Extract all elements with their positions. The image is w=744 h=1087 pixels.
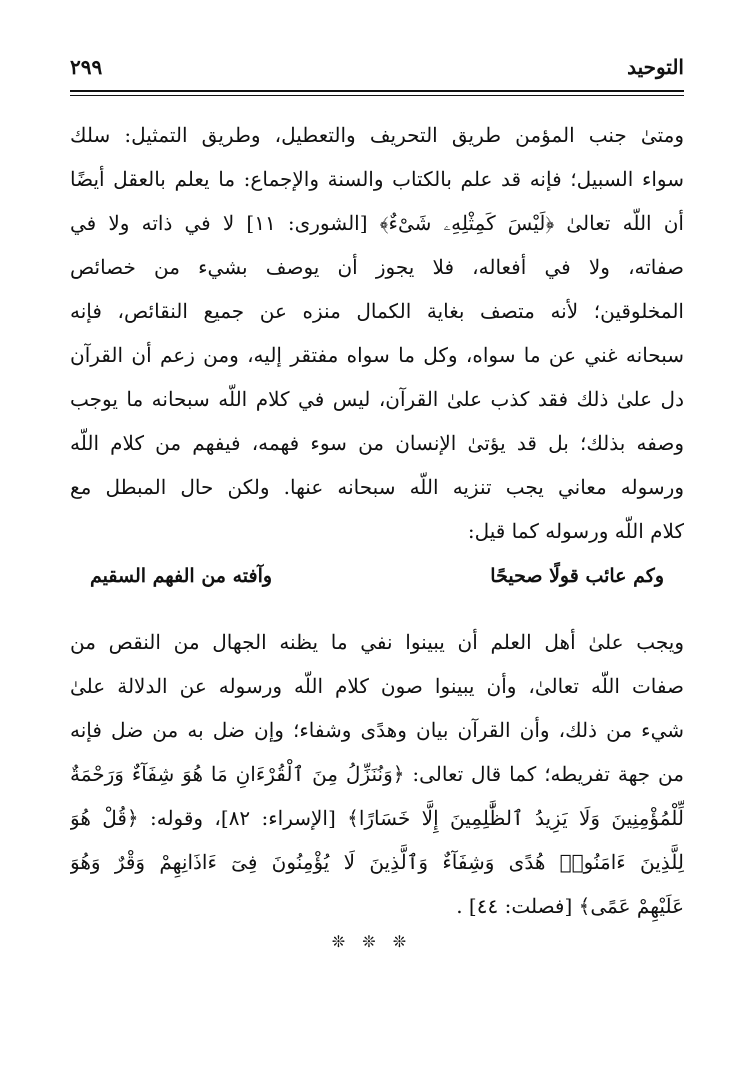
text-line: صفات اللّه تعالىٰ، وأن يبينوا صون كلام اللّه ورسوله عن الدلالة علىٰ <box>70 674 684 698</box>
text-line: ويجب علىٰ أهل العلم أن يبينوا نفي ما يظنه الجهال من النقص من <box>70 630 684 654</box>
page-header <box>70 55 684 85</box>
poem-second-hemistich: وآفته من الفهم السقيم <box>90 565 273 587</box>
text-line: المخلوقين؛ لأنه متصف بغاية الكمال منزه عن جميع النقائص، فإنه <box>70 299 684 323</box>
paragraph-1 <box>70 113 684 553</box>
header-rule-thick <box>70 90 684 92</box>
text-line: ورسوله معاني يجب تنزيه اللّه سبحانه عنها. ولكن حال المبطل مع <box>70 475 684 499</box>
text-line: ومتىٰ جنب المؤمن طريق التحريف والتعطيل، وطريق التمثيل: سلك <box>70 123 684 147</box>
paragraph-2 <box>70 620 684 928</box>
section-separator: ❊ ❊ ❊ <box>331 932 413 951</box>
text-line: صفاته، ولا في أفعاله، فلا يجوز أن يوصف بشيء من خصائص <box>70 255 684 279</box>
text-line: كلام اللّه ورسوله كما قيل: <box>467 519 684 543</box>
text-line: سواء السبيل؛ فإنه قد علم بالكتاب والسنة والإجماع: ما يعلم بالعقل أيضًا <box>70 167 684 191</box>
running-title: التوحيد <box>627 55 684 79</box>
header-rule-thin <box>70 95 684 96</box>
poem-verse <box>90 565 664 587</box>
text-line: عَلَيْهِمْ عَمًى﴾ [فصلت: ٤٤] . <box>456 894 684 918</box>
poem-first-hemistich: وكم عائب قولًا صحيحًا <box>490 565 664 587</box>
text-line: شيء من ذلك، وأن القرآن بيان وهدًى وشفاء؛ وإن ضل به من ضل فإنه <box>70 718 684 742</box>
text-line: أن اللّه تعالىٰ ﴿لَيْسَ كَمِثْلِهِۦ شَىْءٌ﴾ [الشورى: ١١] لا في ذاته ولا في <box>70 211 684 235</box>
text-line: من جهة تفريطه؛ كما قال تعالى: ﴿وَنُنَزِّلُ مِنَ ٱلْقُرْءَانِ مَا هُوَ شِفَآءٌ وَرَحْمَةٌ <box>70 762 684 786</box>
text-line: وصفه بذلك؛ بل قد يؤتىٰ الإنسان من سوء فهمه، فيفهم من كلام اللّه <box>70 431 684 455</box>
page-number: ٢٩٩ <box>70 55 103 79</box>
text-line: دل علىٰ ذلك فقد كذب علىٰ القرآن، ليس في كلام اللّه سبحانه ما يوجب <box>70 387 684 411</box>
text-line: لِلَّذِينَ ءَامَنُوا۟ هُدًى وَشِفَآءٌ وَٱلَّذِينَ لَا يُؤْمِنُونَ فِىٓ ءَاذَانِهِمْ وَقْرٌ وَهُوَ <box>70 850 684 874</box>
text-line: لِّلْمُؤْمِنِينَ وَلَا يَزِيدُ ٱلظَّٰلِمِينَ إِلَّا خَسَارًا﴾ [الإسراء: ٨٢]، وقوله: ﴿قُلْ هُوَ <box>70 806 684 830</box>
text-line: سبحانه غني عن ما سواه، وكل ما سواه مفتقر إليه، ومن زعم أن القرآن <box>70 343 684 367</box>
